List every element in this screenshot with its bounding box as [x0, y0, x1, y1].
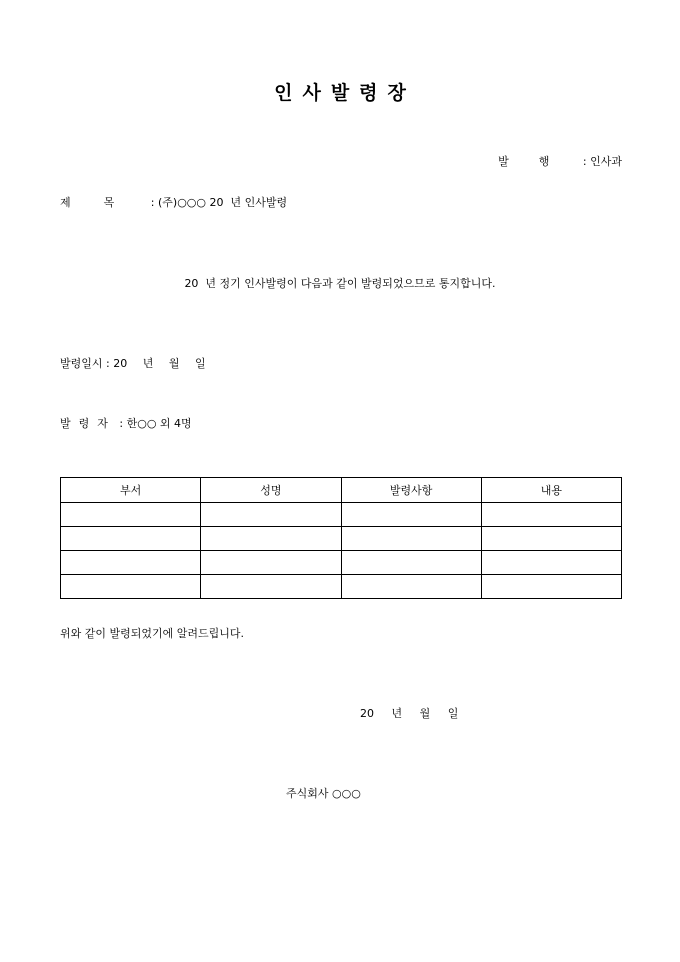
table-cell [61, 551, 201, 575]
table-cell [201, 527, 341, 551]
table-header-row [61, 478, 622, 503]
notice-text: 20 년 정기 인사발령이 다음과 같이 발령되었으므로 통지합니다. [184, 277, 496, 290]
table-row [61, 575, 622, 599]
subject-line [60, 194, 287, 210]
issuer-value: 인사과 [590, 155, 622, 168]
subject-separator: : [150, 196, 155, 209]
appointee-line [60, 415, 192, 431]
table-cell [481, 503, 621, 527]
table-cell [481, 575, 621, 599]
table-cell [341, 551, 481, 575]
appointment-date-separator: : [106, 357, 110, 370]
appointee-separator: : [119, 417, 124, 430]
appointment-date-line [60, 355, 206, 371]
table-cell [61, 527, 201, 551]
appointment-date-label: 발령일시 [60, 357, 103, 370]
company-name: 주식회사 ○○○ [286, 787, 361, 800]
table-cell [341, 503, 481, 527]
table-row [61, 503, 622, 527]
table-cell [341, 575, 481, 599]
sign-date-month-unit: 월 [419, 707, 431, 720]
appointment-date-year: 20 [113, 357, 128, 370]
appointment-date-month-unit: 월 [168, 357, 180, 370]
appointee-value: 한○○ 외 4명 [126, 417, 192, 430]
appointee-label: 발령자 [60, 417, 116, 430]
header-details: 내용 [481, 478, 621, 503]
sign-date-year: 20 [360, 707, 374, 720]
table-cell [61, 575, 201, 599]
table-cell [201, 575, 341, 599]
table-cell [341, 527, 481, 551]
appointment-date-year-unit: 년 [142, 357, 154, 370]
closing-text: 위와 같이 발령되었기에 알려드립니다. [60, 627, 245, 640]
sign-date-day-unit: 일 [447, 707, 459, 720]
table-cell [61, 503, 201, 527]
sign-date-line [360, 705, 458, 721]
header-appointment: 발령사항 [341, 478, 481, 503]
issuer-label: 발행 [498, 155, 580, 168]
subject-label: 제목 [60, 196, 148, 209]
table-cell [481, 527, 621, 551]
sign-date-year-unit: 년 [391, 707, 403, 720]
table-row [61, 527, 622, 551]
issuer-line [498, 153, 622, 169]
document-title: 인사발령장 [274, 82, 416, 104]
table-cell [201, 503, 341, 527]
table-cell [201, 551, 341, 575]
header-name: 성명 [201, 478, 341, 503]
table-cell [481, 551, 621, 575]
header-department: 부서 [61, 478, 201, 503]
appointment-date-day-unit: 일 [195, 357, 206, 370]
subject-value: (주)○○○ 20 년 인사발령 [157, 196, 288, 209]
table-row [61, 551, 622, 575]
appointment-table [60, 477, 622, 599]
issuer-separator: : [582, 155, 587, 168]
